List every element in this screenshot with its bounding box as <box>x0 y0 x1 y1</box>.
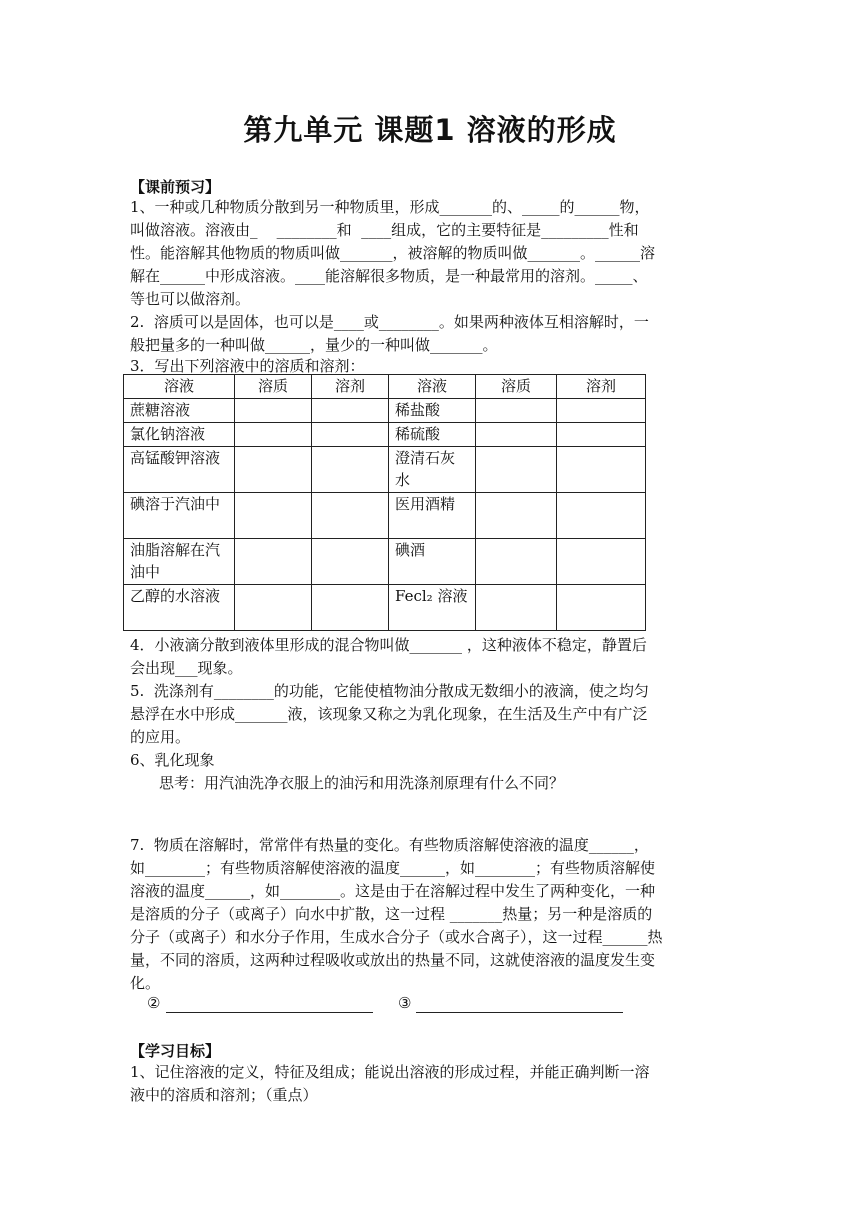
answer-cell[interactable] <box>557 423 646 447</box>
solution-name: Fecl₂ 溶液 <box>389 585 476 631</box>
table-row <box>124 493 646 539</box>
q1-line-3: 性。能溶解其他物质的物质叫做_______，被溶解的物质叫做_______。______溶 <box>130 244 656 262</box>
header-solute: 溶质 <box>235 375 312 399</box>
q1-line-1: 1、一种或几种物质分散到另一种物质里，形成_______的、_____的______物， <box>130 198 650 216</box>
header-solute: 溶质 <box>476 375 557 399</box>
answer-cell[interactable] <box>312 539 389 585</box>
goals-heading: 【学习目标】 <box>130 1042 221 1060</box>
q5-line-3: 的应用。 <box>130 728 191 746</box>
q7-line-4: 是溶质的分子（或离子）向水中扩散，这一过程 _______热量；另一种是溶质的 <box>130 905 653 923</box>
answer-cell[interactable] <box>235 585 312 631</box>
solution-name: 稀硫酸 <box>389 423 476 447</box>
answer-cell[interactable] <box>557 539 646 585</box>
q7-line-5: 分子（或离子）和水分子作用，生成水合分子（或水合离子），这一过程______热 <box>130 928 663 946</box>
answer-cell[interactable] <box>557 493 646 539</box>
table-row <box>124 399 646 423</box>
answer-cell[interactable] <box>476 493 557 539</box>
header-solution: 溶液 <box>124 375 235 399</box>
answer-cell[interactable] <box>312 585 389 631</box>
answer-cell[interactable] <box>235 539 312 585</box>
answer-cell[interactable] <box>235 423 312 447</box>
q7-line-7: 化。 <box>130 974 161 992</box>
q1-line-5: 等也可以做溶剂。 <box>130 290 251 308</box>
solution-name: 乙醇的水溶液 <box>124 585 235 631</box>
circle-3-label: ③ <box>398 994 412 1012</box>
q7-line-2: 如________；有些物质溶解使溶液的温度______，如________；有些物质溶解使 <box>130 859 656 877</box>
answer-cell[interactable] <box>312 423 389 447</box>
goal-1-line-1: 1、记住溶液的定义，特征及组成；能说出溶液的形成过程，并能正确判断一溶 <box>130 1063 650 1081</box>
answer-cell[interactable] <box>312 447 389 493</box>
solution-name: 蔗糖溶液 <box>124 399 235 423</box>
table-row <box>124 585 646 631</box>
q1-line-4: 解在______中形成溶液。____能溶解很多物质，是一种最常用的溶剂。_____、 <box>130 267 648 285</box>
q2-line-2: 般把量多的一种叫做______，量少的一种叫做_______。 <box>130 336 498 354</box>
table-row <box>124 423 646 447</box>
header-solution: 溶液 <box>389 375 476 399</box>
solution-name: 碘酒 <box>389 539 476 585</box>
q4-line-1: 4．小液滴分散到液体里形成的混合物叫做_______ ，这种液体不稳定，静置后 <box>130 636 647 654</box>
answer-cell[interactable] <box>235 447 312 493</box>
answer-cell[interactable] <box>557 399 646 423</box>
answer-blank-3[interactable] <box>416 1012 623 1013</box>
q6-think: 思考：用汽油洗净衣服上的油污和用洗涤剂原理有什么不同？ <box>159 774 565 792</box>
answer-cell[interactable] <box>476 539 557 585</box>
solution-name: 稀盐酸 <box>389 399 476 423</box>
answer-cell[interactable] <box>312 493 389 539</box>
q4-line-2: 会出现___现象。 <box>130 659 243 677</box>
circle-2-label: ② <box>147 994 161 1012</box>
solution-name: 油脂溶解在汽油中 <box>124 539 235 585</box>
answer-cell[interactable] <box>557 585 646 631</box>
page-title: 第九单元 课题1 溶液的形成 <box>243 113 617 147</box>
solution-name: 氯化钠溶液 <box>124 423 235 447</box>
header-solvent: 溶剂 <box>557 375 646 399</box>
q1-line-2: 叫做溶液。溶液由_ ________和 ____组成，它的主要特征是_________性和 <box>130 221 639 239</box>
solute-solvent-table <box>123 374 646 631</box>
answer-cell[interactable] <box>235 493 312 539</box>
q7-line-3: 溶液的温度______，如________。这是由于在溶解过程中发生了两种变化，一种 <box>130 882 656 900</box>
goal-1-line-2: 液中的溶质和溶剂；（重点） <box>130 1086 318 1104</box>
q7-line-1: 7. 物质在溶解时，常常伴有热量的变化。有些物质溶解使溶液的温度______， <box>130 836 649 854</box>
table-row <box>124 539 646 585</box>
answer-blank-2[interactable] <box>166 1012 373 1013</box>
q3-prompt: 3．写出下列溶液中的溶质和溶剂： <box>130 357 365 375</box>
q7-line-6: 量，不同的溶质，这两种过程吸收或放出的热量不同，这就使溶液的温度发生变 <box>130 951 656 969</box>
q6-heading: 6、乳化现象 <box>130 751 215 769</box>
solution-name: 高锰酸钾溶液 <box>124 447 235 493</box>
solution-name: 医用酒精 <box>389 493 476 539</box>
answer-cell[interactable] <box>312 399 389 423</box>
answer-cell[interactable] <box>476 399 557 423</box>
solution-name: 碘溶于汽油中 <box>124 493 235 539</box>
answer-cell[interactable] <box>235 399 312 423</box>
q5-line-1: 5. 洗涤剂有________的功能，它能使植物油分散成无数细小的液滴，使之均匀 <box>130 682 649 700</box>
q5-line-2: 悬浮在水中形成_______液，该现象又称之为乳化现象，在生活及生产中有广泛 <box>130 705 648 723</box>
answer-cell[interactable] <box>557 447 646 493</box>
solution-name: 澄清石灰水 <box>389 447 476 493</box>
header-solvent: 溶剂 <box>312 375 389 399</box>
answer-cell[interactable] <box>476 423 557 447</box>
answer-cell[interactable] <box>476 447 557 493</box>
table-header-row <box>124 375 646 399</box>
table-row <box>124 447 646 493</box>
answer-cell[interactable] <box>476 585 557 631</box>
q2-line-1: 2. 溶质可以是固体，也可以是____或________。如果两种液体互相溶解时，一 <box>130 313 649 331</box>
preview-heading: 【课前预习】 <box>130 178 221 196</box>
